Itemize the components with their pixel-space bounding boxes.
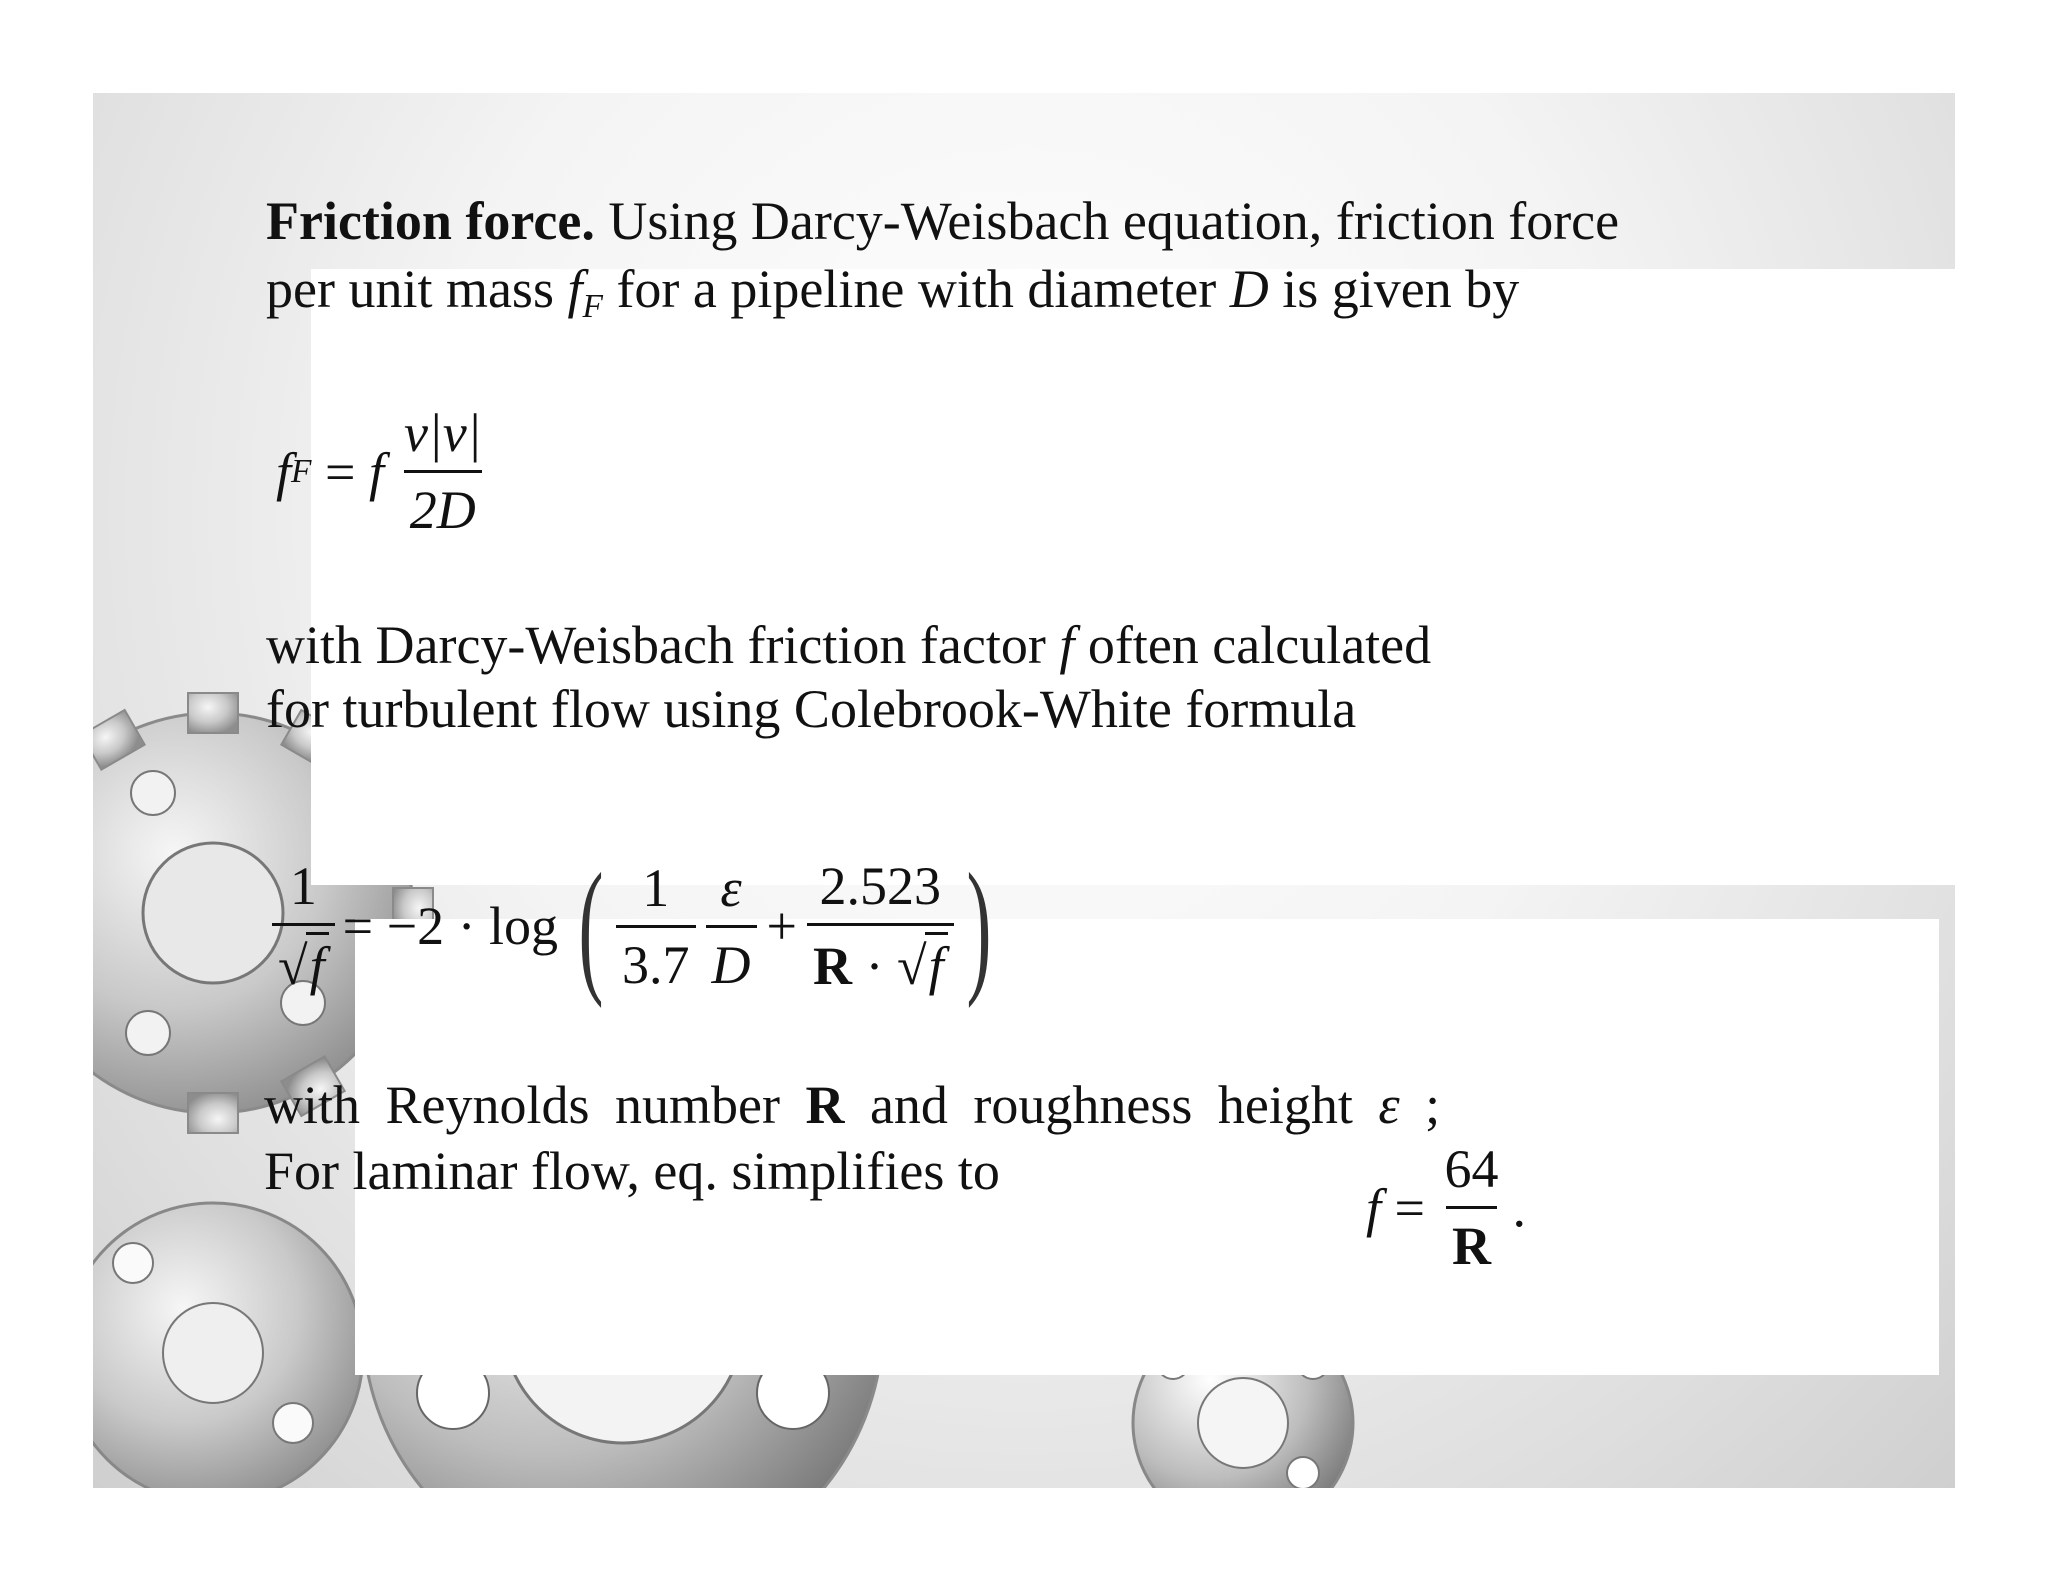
symbol-fF: f	[567, 259, 583, 319]
eq3-equals: =	[1381, 1177, 1439, 1238]
eq2-frac-a-num: 1	[642, 857, 670, 918]
para2-line2: for turbulent flow using Colebrook-White formula	[266, 679, 1357, 739]
eq2-frac-b-num: ε	[720, 857, 742, 918]
eq1-numerator: v|v|	[403, 403, 482, 463]
eq2-plus: +	[766, 896, 797, 956]
eq2-frac-c	[807, 855, 954, 997]
eq2-frac-a	[616, 857, 696, 996]
symbol-epsilon: ε	[1378, 1075, 1400, 1135]
eq2-frac-b	[706, 857, 757, 996]
para1-line2-a: per unit mass	[266, 259, 568, 319]
eq1-fraction	[398, 402, 488, 541]
eq2-dot: ·	[851, 936, 897, 996]
para2-line1	[266, 612, 1431, 678]
eq2-lhs-radicand: f	[306, 932, 329, 997]
eq2-frac-b-den: D	[706, 925, 757, 996]
equation-friction-force	[276, 402, 488, 541]
para1-line2-b: for a pipeline with diameter	[602, 259, 1230, 319]
para3-line2: For laminar flow, eq. simplifies to	[264, 1141, 1000, 1201]
eq2-frac-a-den: 3.7	[616, 925, 696, 996]
heading-friction-force: Friction force.	[266, 191, 595, 251]
eq3-fraction	[1438, 1138, 1504, 1277]
para1-line1-text: Using Darcy-Weisbach equation, friction force	[594, 191, 1620, 251]
eq1-lhs-sub: F	[291, 452, 312, 490]
equation-colebrook-white	[272, 836, 1004, 1016]
para1-line1	[266, 188, 1619, 254]
para1-line2	[266, 256, 1519, 340]
para2-line1-a: with Darcy-Weisbach friction factor	[266, 615, 1060, 675]
sqrt-icon: √ f	[278, 932, 329, 997]
eq1-f: f	[368, 441, 384, 502]
para3-line1-a: with Reynolds number	[264, 1075, 806, 1135]
eq3-denominator: R	[1446, 1206, 1497, 1277]
eq2-middle: = −2 · log	[342, 896, 559, 956]
para3-line1	[264, 1072, 1440, 1138]
right-paren-icon: )	[966, 843, 992, 1009]
eq2-lhs-numerator: 1	[289, 856, 317, 916]
eq2-R: R	[812, 936, 852, 996]
para1-line2-c: is given by	[1268, 259, 1520, 319]
eq2-lhs-denominator	[272, 923, 335, 997]
eq2-frac-c-radicand: f	[925, 932, 948, 997]
para3-line1-c: ;	[1399, 1075, 1441, 1135]
eq2-frac-c-num: 2.523	[819, 856, 942, 916]
para3-line1-b: and roughness height	[844, 1075, 1379, 1135]
eq2-lhs-fraction	[272, 855, 335, 997]
equation-laminar	[1366, 1138, 1526, 1277]
symbol-f: f	[1059, 615, 1075, 675]
symbol-fF-sub: F	[582, 288, 603, 326]
eq1-lhs: f	[276, 441, 292, 502]
eq1-denominator: 2D	[404, 470, 482, 541]
eq3-period: .	[1512, 1177, 1526, 1238]
eq2-frac-c-den	[807, 923, 954, 997]
eq1-equals: =	[311, 441, 369, 502]
para2-line1-b: often calculated	[1074, 615, 1432, 675]
text-panel-top	[311, 269, 1955, 885]
left-paren-icon: (	[578, 843, 604, 1009]
symbol-D: D	[1229, 259, 1269, 319]
eq3-lhs: f	[1366, 1177, 1382, 1238]
gear-small-left-icon	[93, 1203, 363, 1488]
sqrt-icon: √ f	[897, 932, 948, 997]
eq3-numerator: 64	[1444, 1139, 1499, 1199]
symbol-R: R	[805, 1075, 845, 1135]
